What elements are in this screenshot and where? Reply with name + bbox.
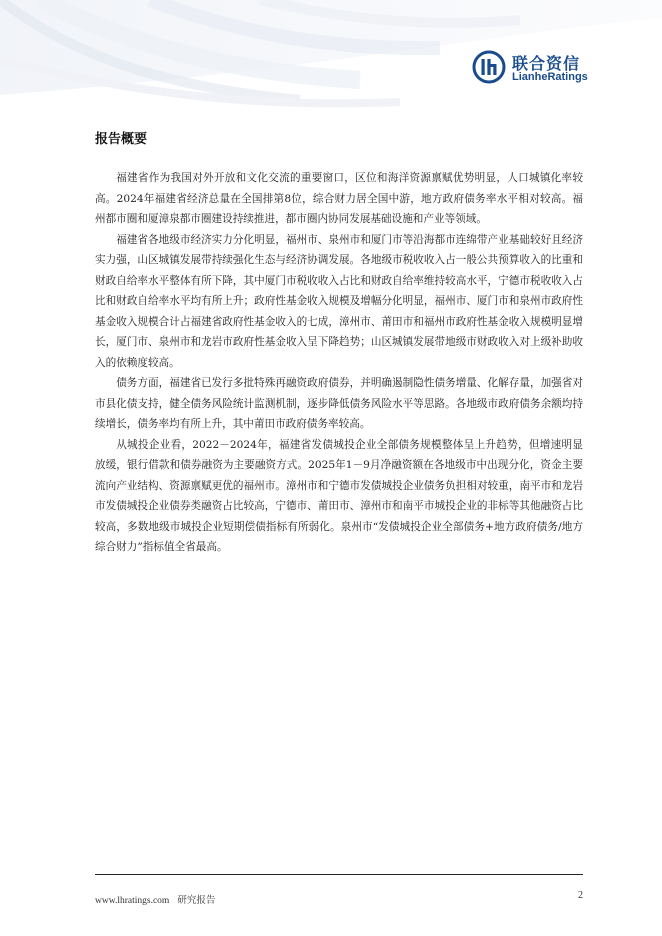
paragraph-government-debt: 债务方面，福建省已发行多批特殊再融资政府债券，并明确遏制隐性债务增量、化解存量，加强省对市县化债支持，健全债务风险统计监测机制，逐步降低债务风险水平等思路。各地级市政府债务余额均持续增长，债务率均有所上升，其中莆田市政府债务率较高。 xyxy=(95,377,583,430)
paragraph-lgfv-enterprises: 从城投企业看，2022－2024年，福建省发债城投企业全部债务规模整体呈上升趋势，但增速明显放缓，银行借款和债券融资为主要融资方式。2025年1－9月净融资额在各地级市中出现分化，资金主要流向产业结构、资源禀赋更优的福州市。漳州市和宁德市发债城投企业债务负担相对较重，南平市和龙岩市发债城投企业债券类融资占比较高，宁德市、莆田市、漳州市和南平市城投企业的非标等其他融资占比较高，多数地级市城投企业短期偿债指标有所弱化。泉州市“发债城投企业全部债务+地方政府债务/地方综合财力”指标值全省最高。 xyxy=(95,438,583,553)
paragraph-overview: 福建省作为我国对外开放和文化交流的重要窗口，区位和海洋资源禀赋优势明显，人口城镇化率较高。2024年福建省经济总量在全国排第8位，综合财力居全国中游，地方政府债务率水平相对较高。福州都市圈和厦漳泉都市圈建设持续推进，都市圈内协同发展基础设施和产业等领域。 xyxy=(95,172,583,225)
paragraph-municipal-economy: 福建省各地级市经济实力分化明显，福州市、泉州市和厦门市等沿海都市连绵带产业基础较好且经济实力强，山区城镇发展带持续强化生态与经济协调发展。各地级市税收收入占一般公共预算收入的比重和财政自给率水平整体有所下降，其中厦门市税收收入占比和财政自给率维持较高水平，宁德市税收收入占比和财政自给率水平均有所上升；政府性基金收入规模及增幅分化明显，福州市、厦门市和泉州市政府性基金收入规模合计占福建省政府性基金收入的七成，漳州市、莆田市和福州市政府性基金收入规模明显增长，厦门市、泉州市和龙岩市政府性基金收入呈下降趋势；山区城镇发展带地级市财政收入对上级补助收入的依赖度较高。 xyxy=(95,233,583,369)
brand-name-en: LianheRatings xyxy=(512,71,588,83)
lianhe-logo-icon xyxy=(472,50,506,84)
footer-divider xyxy=(95,874,583,875)
report-summary-body xyxy=(95,168,583,558)
footer-doc-type: 研究报告 xyxy=(177,896,216,906)
section-heading: 报告概要 xyxy=(95,132,148,147)
footer-website-link[interactable]: www.lhratings.com xyxy=(95,896,170,906)
page-number: 2 xyxy=(578,890,583,901)
brand-name-cn: 联合资信 xyxy=(512,54,581,73)
footer-left xyxy=(95,892,215,906)
brand-logo xyxy=(472,50,592,86)
